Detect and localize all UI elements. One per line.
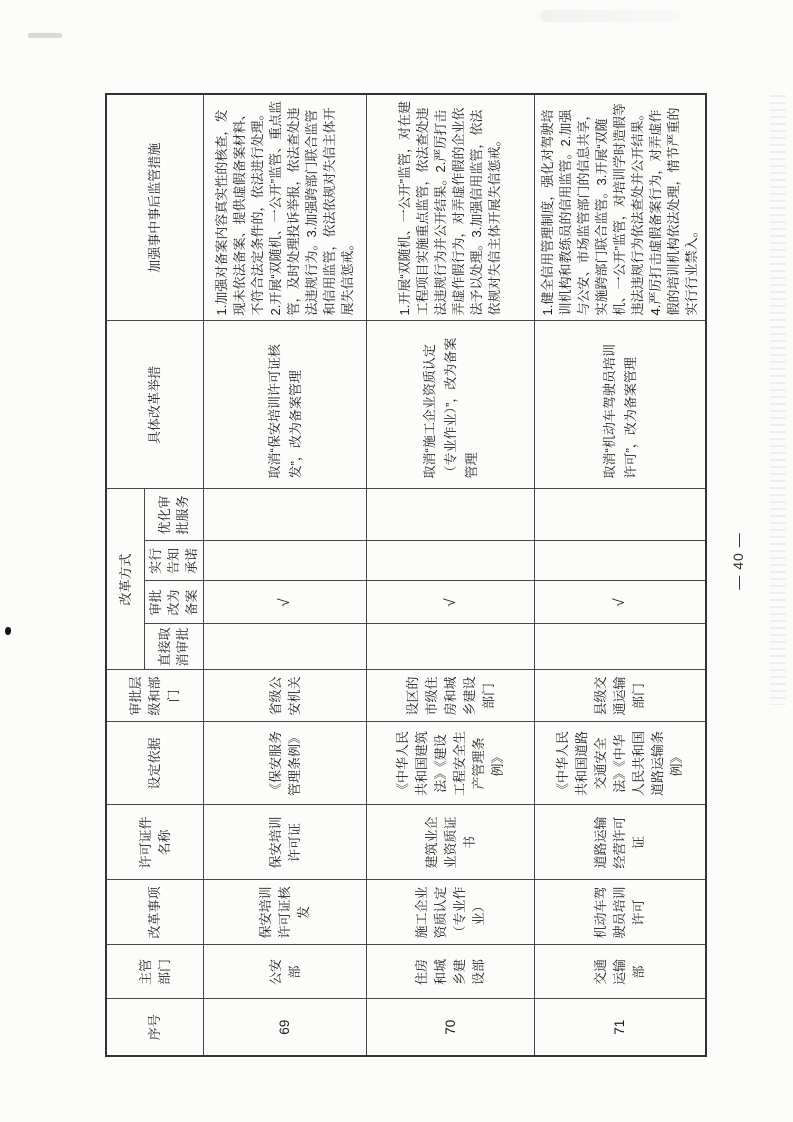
cell-legal-basis: 《中华人民共和国建筑法》《建设工程安全生产管理条例》 [366, 722, 534, 805]
scan-smudge [28, 33, 62, 38]
cell-method-cancel [534, 624, 706, 670]
cell-method-filing-checkmark: √ [534, 581, 706, 624]
cell-method-cancel [366, 624, 534, 670]
cell-measures: 取消“施工企业资质认定（专业作业）”，改为备案管理 [366, 321, 534, 489]
cell-seq: 70 [366, 999, 534, 1056]
header-seq: 序号 [106, 999, 203, 1056]
cell-method-optimize [366, 489, 534, 541]
header-method-commitment: 实行告知承诺 [144, 541, 203, 581]
header-reform-item: 改革事项 [106, 880, 203, 945]
cell-method-optimize [203, 489, 366, 541]
header-license-name: 许可证件名称 [106, 805, 203, 880]
header-legal-basis: 设定依据 [106, 722, 203, 805]
cell-measures: 取消“保安培训许可证核发”，改为备案管理 [203, 321, 366, 489]
cell-method-commitment [534, 541, 706, 581]
table-row [534, 94, 706, 1056]
cell-method-filing-checkmark: √ [366, 581, 534, 624]
table-row [366, 94, 534, 1056]
cell-supervision: 1.健全信用管理制度，强化对驾驶培训机构和教练员的信用监管。2.加强与公安、市场监管部门的信息共享，实施跨部门联合监管。3.开展“双随机、一公开”监管，对培训学时造假等违法违规行为依法查处并公开结果。4.严厉打击虚假备案行为，对弄虚作假的培训机构依法处理，情节严重的实行行业禁入。 [534, 94, 706, 321]
header-department: 主管部门 [106, 945, 203, 999]
cell-department: 住房和城乡建设部 [366, 945, 534, 999]
header-method-cancel: 直接取消审批 [144, 624, 203, 670]
cell-reform-item: 机动车驾驶员培训许可 [534, 880, 706, 945]
cell-method-optimize [534, 489, 706, 541]
header-measures: 具体改革举措 [106, 321, 203, 489]
reform-items-table [105, 93, 707, 1057]
header-reform-method-group: 改革方式 [106, 489, 144, 670]
header-approval-level: 审批层级和部门 [106, 670, 203, 722]
header-row-top [106, 94, 144, 1056]
cell-license-name: 道路运输经营许可证 [534, 805, 706, 880]
cell-approval-level: 省级公安机关 [203, 670, 366, 722]
cell-measures: 取消“机动车驾驶员培训许可”，改为备案管理 [534, 321, 706, 489]
cell-seq: 69 [203, 999, 366, 1056]
header-method-filing: 审批改为备案 [144, 581, 203, 624]
cell-license-name: 保安培训许可证 [203, 805, 366, 880]
cell-method-filing-checkmark: √ [203, 581, 366, 624]
cell-method-commitment [366, 541, 534, 581]
cell-seq: 71 [534, 999, 706, 1056]
scan-streaks [770, 95, 786, 705]
header-supervision: 加强事中事后监管措施 [106, 94, 203, 321]
cell-method-commitment [203, 541, 366, 581]
cell-supervision: 1.加强对备案内容真实性的核查，发现未依法备案、提供虚假备案材料、不符合法定条件的，依法进行处理。2.开展“双随机、一公开”监管、重点监管，及时处理投诉举报，依法查处违法违规行为。3.加强跨部门联合监管和信用监管，依法依规对失信主体开展失信惩戒。 [203, 94, 366, 321]
scan-smudge [540, 10, 680, 22]
cell-department: 公安部 [203, 945, 366, 999]
cell-reform-item: 施工企业资质认定（专业作业） [366, 880, 534, 945]
cell-legal-basis: 《保安服务管理条例》 [203, 722, 366, 805]
cell-approval-level: 设区的市级住房和城乡建设部门 [366, 670, 534, 722]
header-method-optimize: 优化审批服务 [144, 489, 203, 541]
cell-method-cancel [203, 624, 366, 670]
cell-supervision: 1.开展“双随机、一公开”监管，对在建工程项目实施重点监管，依法查处违法违规行为并公开结果。2.严厉打击弄虚作假行为，对弄虚作假的企业依法予以处理。3.加强信用监管，依法依规对失信主体开展失信惩戒。 [366, 94, 534, 321]
cell-department: 交通运输部 [534, 945, 706, 999]
table-row [203, 94, 366, 1056]
cell-reform-item: 保安培训许可证核发 [203, 880, 366, 945]
page-number: — 40 — [730, 532, 746, 590]
cell-license-name: 建筑业企业资质证书 [366, 805, 534, 880]
scan-speck [5, 627, 11, 635]
cell-approval-level: 县级交通运输部门 [534, 670, 706, 722]
cell-legal-basis: 《中华人民共和国道路交通安全法》《中华人民共和国道路运输条例》 [534, 722, 706, 805]
